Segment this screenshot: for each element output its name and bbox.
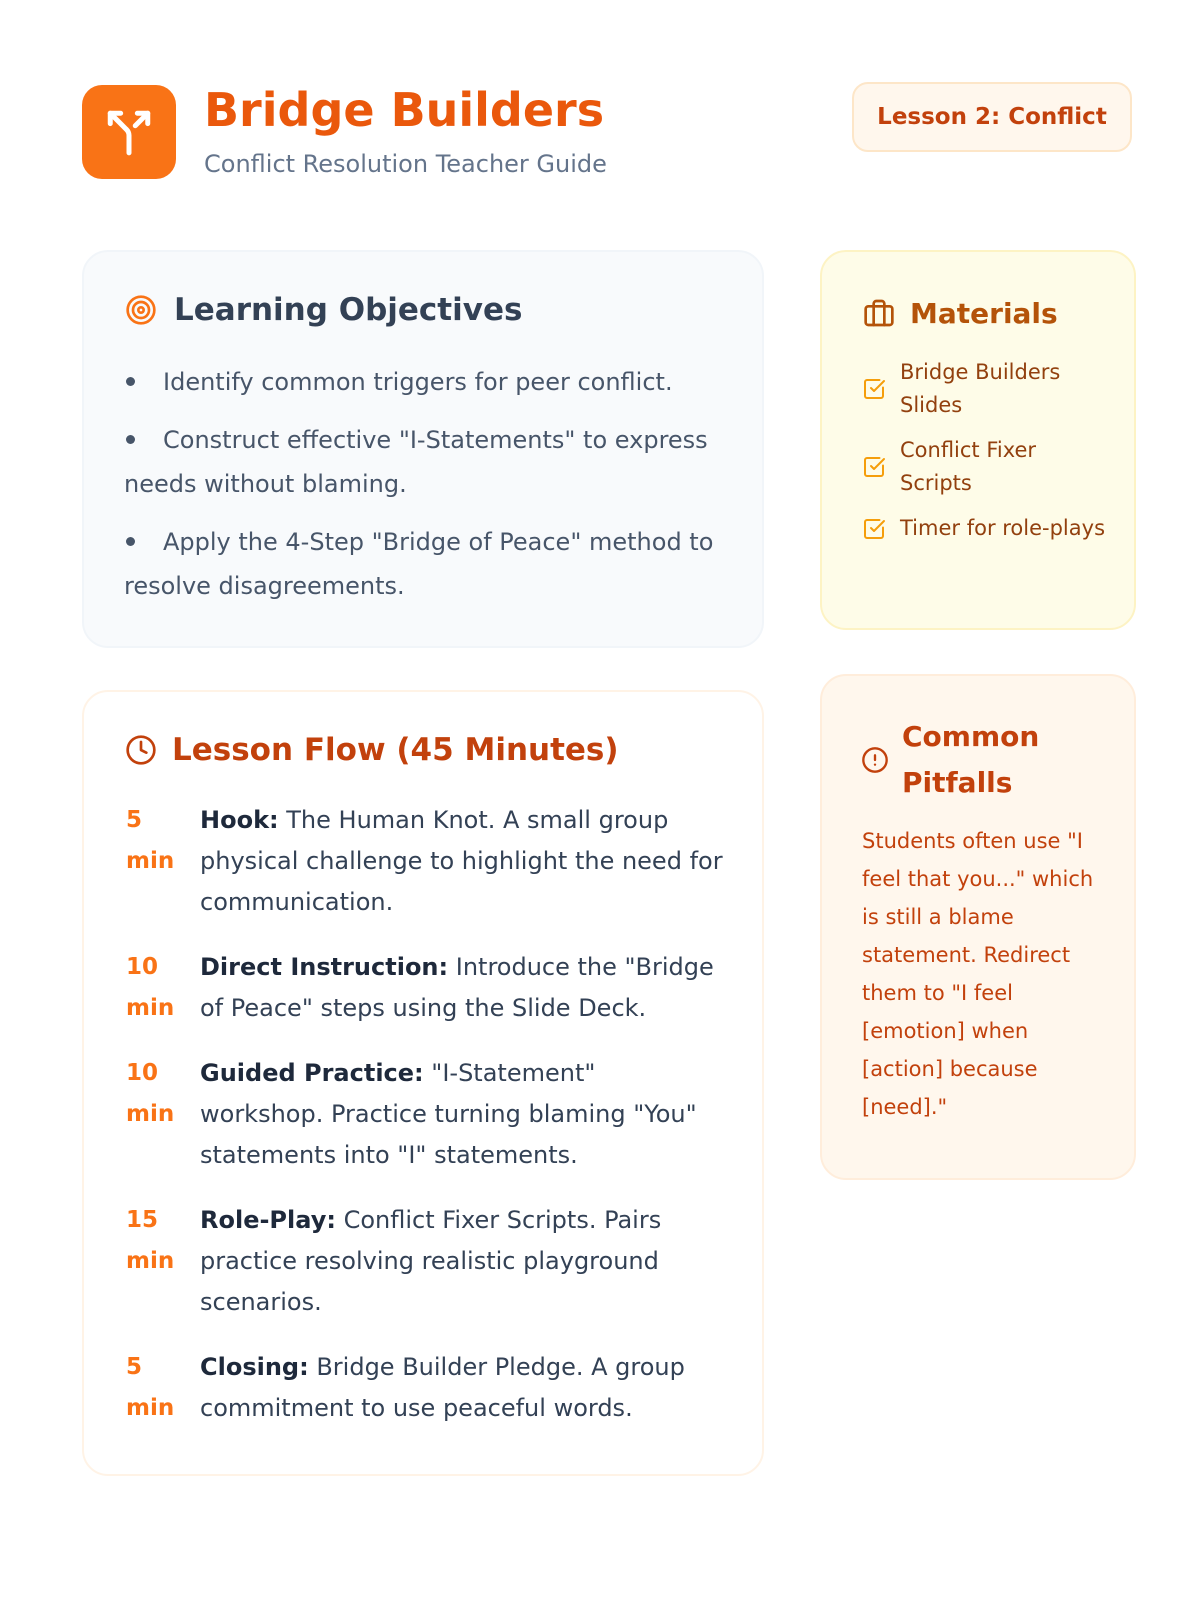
flow-time: 10 min xyxy=(126,1060,175,1127)
list-item xyxy=(124,360,724,404)
flow-label: Role-Play: xyxy=(200,1206,336,1234)
materials-list xyxy=(862,356,1112,557)
material-text: Bridge Builders Slides xyxy=(900,360,1061,417)
list-item xyxy=(126,947,726,1029)
flow-detail: Conflict Fixer Scripts. Pairs practice resolving realistic playground scenarios. xyxy=(200,1206,662,1316)
list-item xyxy=(126,1200,726,1323)
flow-label: Closing: xyxy=(200,1353,309,1381)
flow-time: 5 min xyxy=(126,807,175,874)
material-text: Timer for role-plays xyxy=(900,516,1106,540)
common-pitfalls-card xyxy=(820,674,1136,1180)
learning-objectives-card xyxy=(82,250,764,648)
flow-description xyxy=(200,1347,726,1429)
lesson-flow-heading xyxy=(124,732,619,768)
flow-detail: "I-Statement" workshop. Practice turning blaming "You" statements into "I" statements. xyxy=(200,1059,697,1169)
flow-label: Direct Instruction: xyxy=(200,953,449,981)
materials-card xyxy=(820,250,1136,630)
flow-description xyxy=(200,947,726,1029)
clock-icon xyxy=(124,733,158,767)
list-item xyxy=(126,1347,726,1429)
split-arrow-icon xyxy=(104,107,154,157)
material-text: Conflict Fixer Scripts xyxy=(900,438,1037,495)
lesson-flow-list xyxy=(126,800,726,1453)
objective-text: Construct effective "I-Statements" to express needs without blaming. xyxy=(124,426,708,498)
page-subtitle: Conflict Resolution Teacher Guide xyxy=(204,150,607,178)
lesson-flow-card xyxy=(82,690,764,1476)
lesson-flow-heading-text: Lesson Flow (45 Minutes) xyxy=(172,732,619,768)
check-square-icon xyxy=(862,517,886,541)
flow-description xyxy=(200,800,726,923)
materials-heading xyxy=(862,296,1058,330)
flow-detail: Bridge Builder Pledge. A group commitment to use peaceful words. xyxy=(200,1353,685,1422)
objectives-heading xyxy=(124,292,522,328)
objective-text: Apply the 4-Step "Bridge of Peace" method to resolve disagreements. xyxy=(124,528,714,600)
briefcase-icon xyxy=(862,296,896,330)
alert-circle-icon xyxy=(860,745,890,775)
pitfalls-heading xyxy=(860,714,1102,806)
bullet xyxy=(126,537,135,546)
lesson-badge: Lesson 2: Conflict xyxy=(852,82,1132,152)
target-icon xyxy=(124,293,158,327)
list-item xyxy=(126,1053,726,1176)
list-item xyxy=(124,418,724,506)
flow-description xyxy=(200,1053,726,1176)
list-item xyxy=(124,520,724,608)
list-item xyxy=(862,356,1112,422)
flow-label: Guided Practice: xyxy=(200,1059,424,1087)
flow-time: 10 min xyxy=(126,954,175,1021)
pitfalls-heading-text: Common Pitfalls xyxy=(902,720,1040,799)
flow-time: 15 min xyxy=(126,1207,175,1274)
objectives-heading-text: Learning Objectives xyxy=(174,292,523,328)
app-logo xyxy=(82,85,176,179)
list-item xyxy=(126,800,726,923)
check-square-icon xyxy=(862,455,886,479)
pitfalls-text: Students often use "I feel that you..." which is still a blame statement. Redirect them to "I feel [emotion] when [action] because [need]." xyxy=(862,829,1094,1119)
objective-text: Identify common triggers for peer conflict. xyxy=(163,368,673,396)
flow-description xyxy=(200,1200,726,1323)
flow-detail: The Human Knot. A small group physical challenge to highlight the need for communication. xyxy=(200,806,723,916)
flow-detail: Introduce the "Bridge of Peace" steps using the Slide Deck. xyxy=(200,953,714,1022)
materials-heading-text: Materials xyxy=(910,296,1058,330)
objectives-list xyxy=(124,360,724,622)
list-item xyxy=(862,434,1112,500)
check-square-icon xyxy=(862,377,886,401)
flow-time: 5 min xyxy=(126,1354,175,1421)
flow-label: Hook: xyxy=(200,806,279,834)
list-item xyxy=(862,512,1112,545)
bullet xyxy=(126,435,135,444)
page-title: Bridge Builders xyxy=(204,83,605,137)
bullet xyxy=(126,377,135,386)
